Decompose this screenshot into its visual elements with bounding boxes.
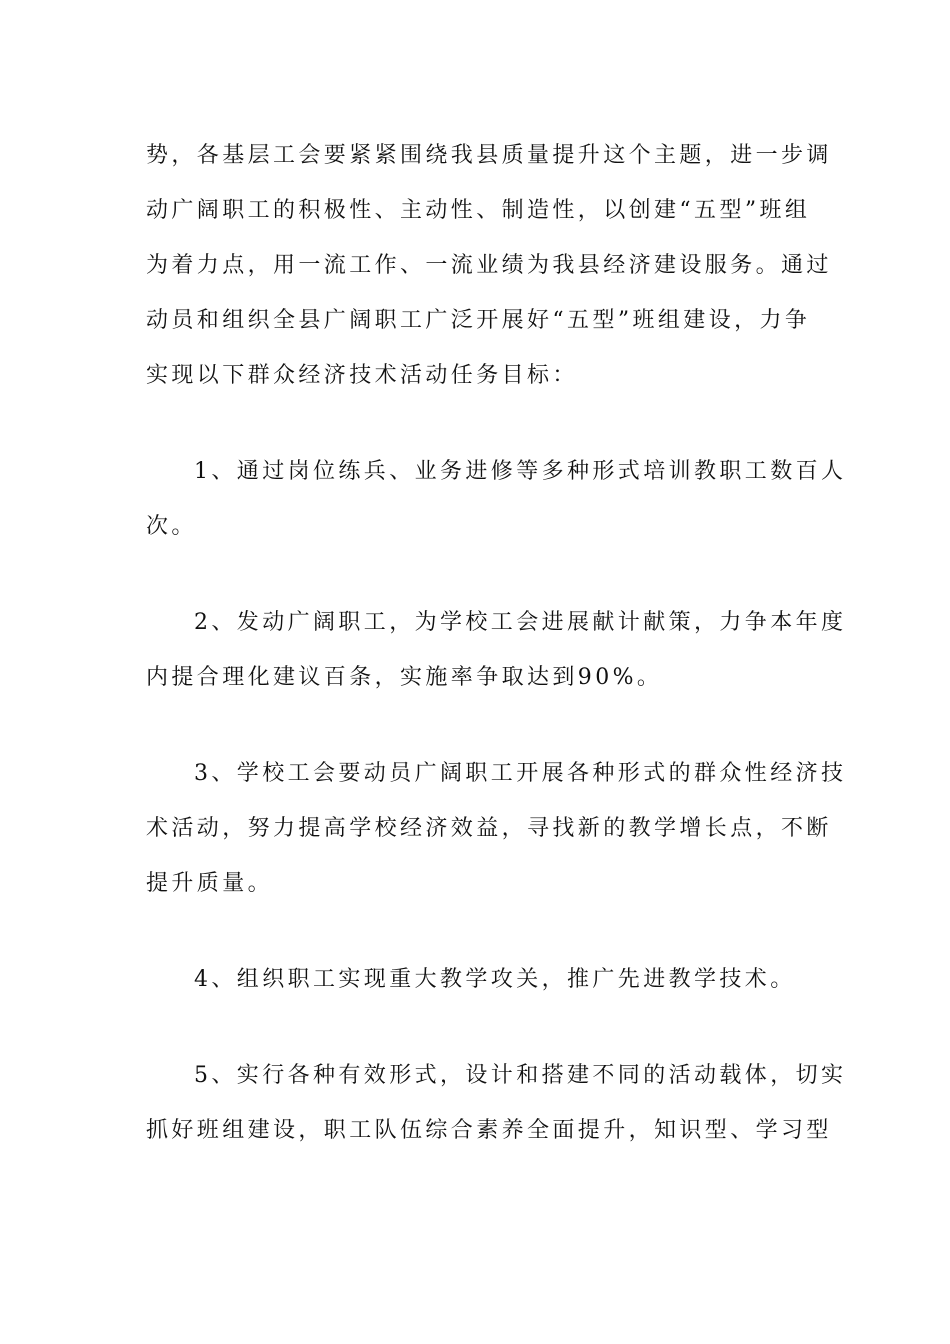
body-text — [146, 128, 847, 1158]
paragraph-item-4 — [146, 952, 806, 1007]
paragraph-intro — [146, 128, 832, 403]
text-line: 1、通过岗位练兵、业务进修等多种形式培训教职工数百人 — [194, 459, 847, 484]
text-line: 2、发动广阔职工，为学校工会进展献计献策，力争本年度 — [194, 610, 847, 635]
text-line: 实现以下群众经济技术活动任务目标： — [146, 363, 578, 388]
text-line: 术活动，努力提高学校经济效益，寻找新的教学增长点，不断 — [146, 816, 832, 841]
text-line: 5、实行各种有效形式，设计和搭建不同的活动载体，切实 — [194, 1063, 847, 1088]
paragraph-item-5 — [146, 1048, 847, 1158]
text-line: 为着力点，用一流工作、一流业绩为我县经济建设服务。通过 — [146, 253, 832, 278]
text-line: 势，各基层工会要紧紧围绕我县质量提升这个主题，进一步调 — [146, 143, 832, 168]
paragraph-item-2 — [146, 595, 847, 705]
paragraph-item-1 — [146, 444, 847, 554]
paragraph-item-3 — [146, 746, 847, 911]
text-line: 动广阔职工的积极性、主动性、制造性，以创建“五型”班组 — [146, 198, 811, 223]
text-line: 次。 — [146, 514, 197, 539]
text-line: 3、学校工会要动员广阔职工开展各种形式的群众性经济技 — [194, 761, 847, 786]
text-line: 动员和组织全县广阔职工广泛开展好“五型”班组建设，力争 — [146, 308, 811, 333]
text-line: 内提合理化建议百条，实施率争取达到90%。 — [146, 665, 663, 690]
text-line: 抓好班组建设，职工队伍综合素养全面提升，知识型、学习型 — [146, 1118, 832, 1143]
text-line: 提升质量。 — [146, 871, 274, 896]
text-line: 4、组织职工实现重大教学攻关，推广先进教学技术。 — [194, 967, 796, 992]
